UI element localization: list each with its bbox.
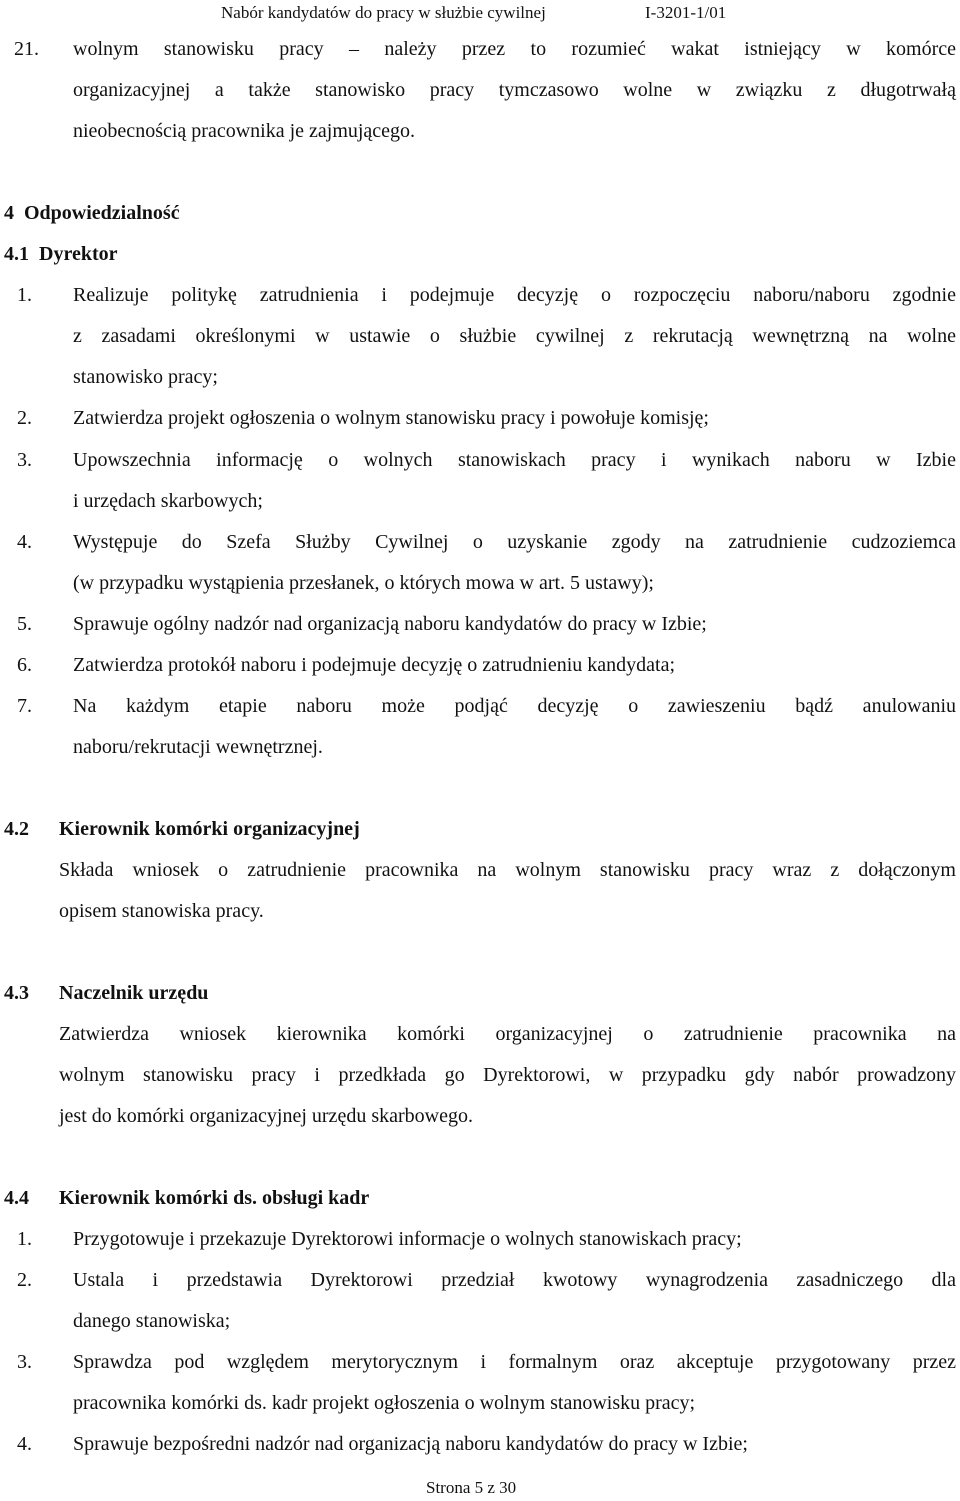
subsection-title: Kierownik komórki ds. obsługi kadr <box>59 1187 370 1209</box>
list-item-number: 6. <box>17 654 32 676</box>
list-item-line: Sprawuje bezpośredni nadzór nad organizacją naboru kandydatów do pracy w Izbie; <box>73 1433 748 1455</box>
list-item-line: Upowszechnia informację o wolnych stanowiskach pracy i wynikach naboru w Izbie <box>73 449 956 471</box>
list-item-line: Sprawuje ogólny nadzór nad organizacją naboru kandydatów do pracy w Izbie; <box>73 613 707 635</box>
list-item-line: Realizuje politykę zatrudnienia i podejmuje decyzję o rozpoczęciu naboru/naboru zgodnie <box>73 284 956 306</box>
subsection-number: 4.3 <box>4 982 29 1004</box>
list-item-line: pracownika komórki ds. kadr projekt ogłoszenia o wolnym stanowisku pracy; <box>73 1392 696 1414</box>
document-header-title: Nabór kandydatów do pracy w służbie cywilnej <box>221 3 546 22</box>
list-item-number: 3. <box>17 449 32 471</box>
list-item-number: 4. <box>17 1433 32 1455</box>
list-item-number: 21. <box>14 38 39 60</box>
list-item-line: Zatwierdza protokół naboru i podejmuje decyzję o zatrudnieniu kandydata; <box>73 654 676 676</box>
paragraph-line: opisem stanowiska pracy. <box>59 900 264 922</box>
list-item-number: 1. <box>17 284 32 306</box>
subsection-number: 4.4 <box>4 1187 29 1209</box>
subsection-heading: 4.1 Dyrektor <box>4 243 118 265</box>
document-header-code: I-3201-1/01 <box>645 3 727 22</box>
list-item-number: 7. <box>17 695 32 717</box>
list-item-line: Przygotowuje i przekazuje Dyrektorowi informacje o wolnych stanowiskach pracy; <box>73 1228 742 1250</box>
paragraph-line: Zatwierdza wniosek kierownika komórki organizacyjnej o zatrudnienie pracownika na <box>59 1023 956 1045</box>
list-item-line: danego stanowiska; <box>73 1310 231 1332</box>
list-item-number: 2. <box>17 407 32 429</box>
list-item-number: 5. <box>17 613 32 635</box>
list-item-line: naboru/rekrutacji wewnętrznej. <box>73 736 323 758</box>
list-item-line: Zatwierdza projekt ogłoszenia o wolnym stanowisku pracy i powołuje komisję; <box>73 407 709 429</box>
section-heading: 4 Odpowiedzialność <box>4 202 180 224</box>
list-item-line: z zasadami określonymi w ustawie o służbie cywilnej z rekrutacją wewnętrzną na wolne <box>73 325 956 347</box>
subsection-title: Naczelnik urzędu <box>59 982 209 1004</box>
list-item-line: stanowisko pracy; <box>73 366 218 388</box>
paragraph-line: jest do komórki organizacyjnej urzędu skarbowego. <box>59 1105 473 1127</box>
list-item-line: Ustala i przedstawia Dyrektorowi przedział kwotowy wynagrodzenia zasadniczego dla <box>73 1269 956 1291</box>
list-item-line: Występuje do Szefa Służby Cywilnej o uzyskanie zgody na zatrudnienie cudzoziemca <box>73 531 956 553</box>
paragraph-line: organizacyjnej a także stanowisko pracy tymczasowo wolne w związku z długotrwałą <box>73 79 956 101</box>
list-item-number: 3. <box>17 1351 32 1373</box>
list-item-number: 2. <box>17 1269 32 1291</box>
list-item-line: Na każdym etapie naboru może podjąć decyzję o zawieszeniu bądź anulowaniu <box>73 695 956 717</box>
paragraph-line: Składa wniosek o zatrudnienie pracownika na wolnym stanowisku pracy wraz z dołączonym <box>59 859 956 881</box>
list-item-number: 1. <box>17 1228 32 1250</box>
paragraph-line: nieobecnością pracownika je zajmującego. <box>73 120 416 142</box>
list-item-line: (w przypadku wystąpienia przesłanek, o których mowa w art. 5 ustawy); <box>73 572 654 594</box>
subsection-title: Kierownik komórki organizacyjnej <box>59 818 360 840</box>
list-item-line: i urzędach skarbowych; <box>73 490 263 512</box>
list-item-number: 4. <box>17 531 32 553</box>
paragraph-line: wolnym stanowisku pracy – należy przez to rozumieć wakat istniejący w komórce <box>73 38 956 60</box>
paragraph-line: wolnym stanowisku pracy i przedkłada go Dyrektorowi, w przypadku gdy nabór prowadzony <box>59 1064 956 1086</box>
list-item-line: Sprawdza pod względem merytorycznym i formalnym oraz akceptuje przygotowany przez <box>73 1351 956 1373</box>
subsection-number: 4.2 <box>4 818 29 840</box>
page-number: Strona 5 z 30 <box>426 1478 517 1497</box>
